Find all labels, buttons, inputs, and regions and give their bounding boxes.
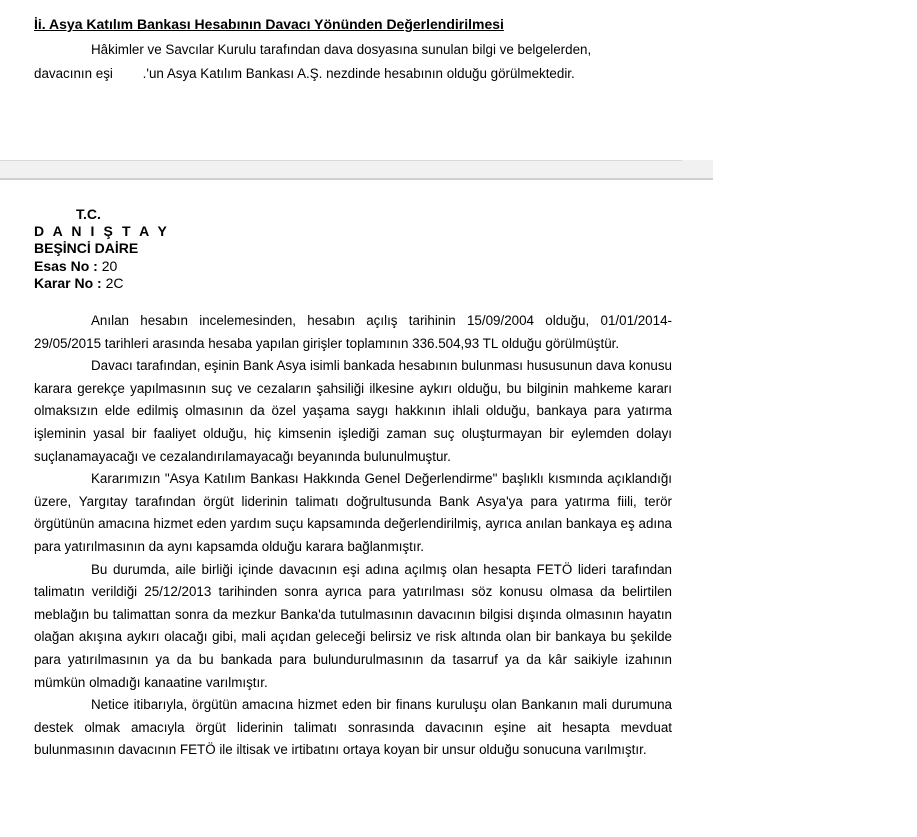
header-karar-no bbox=[34, 275, 123, 292]
body-paragraph-2: Davacı tarafından, eşinin Bank Asya isimli bankada hesabının bulunması hususunun dava konusu karara gerekçe yapılmasının suç ve cezaların şahsiliği ilkesine aykırı olduğu, bu bilginin mahkeme kararı olmaksızın elde edilmiş olmasının da özel yaşama saygı hakkının ihlali olduğu, bankaya para yatırma işleminin yasal bir faaliyet olduğu, hiç kimsenin işlediği zaman suç oluşturmayan bir eylemden dolayı suçlanamayacağı ve cezalandırılamayacağı beyanında bulunulmuştur. bbox=[34, 358, 672, 464]
page-edge-top bbox=[0, 160, 682, 161]
header-court-name: D A N I Ş T A Y bbox=[34, 223, 170, 239]
header-tc: T.C. bbox=[76, 206, 101, 222]
paragraph-line-1: Hâkimler ve Savcılar Kurulu tarafından dava dosyasına sunulan bilgi ve belgelerden, bbox=[91, 42, 592, 57]
karar-value: 2C bbox=[101, 275, 124, 291]
page-2 bbox=[0, 180, 917, 837]
page-separator bbox=[0, 160, 713, 180]
esas-label: Esas No : bbox=[34, 258, 98, 274]
header-chamber: BEŞİNCİ DAİRE bbox=[34, 240, 139, 256]
document-body bbox=[34, 310, 672, 762]
body-paragraph-5: Netice itibarıyla, örgütün amacına hizmet eden bir finans kuruluşu olan Bankanın mali durumuna destek olmak amacıyla örgüt liderinin talimatı sonrasında davacının eşine ait hesapta mevduat bulunmasının davacının FETÖ ile iltisak ve irtibatını ortaya koyan bir unsur olduğu sonucuna varılmıştır. bbox=[34, 697, 672, 758]
body-paragraph-3: Kararımızın "Asya Katılım Bankası Hakkında Genel Değerlendirme" başlıklı kısmında açıklandığı üzere, Yargıtay tarafından örgüt liderinin talimatı doğrultusunda Bank Asya'ya para yatırma fiili, terör örgütünün amacına hizmet eden yardım suçu kapsamında değerlendirilmiş, ayrıca anılan bankaya eş adına para yatırılmasının da aynı kapsamda olduğu karara bağlanmıştır. bbox=[34, 471, 672, 554]
karar-label: Karar No : bbox=[34, 275, 102, 291]
page-1-fragment bbox=[0, 0, 917, 160]
esas-value: 20 bbox=[97, 258, 118, 274]
body-paragraph-1: Anılan hesabın incelemesinden, hesabın açılış tarihinin 15/09/2004 olduğu, 01/01/2014-29/05/2015 tarihleri arasında hesaba yapılan girişler toplamının 336.504,93 TL olduğu görülmüştür. bbox=[34, 313, 672, 351]
paragraph-line-2: davacının eşi .'un Asya Katılım Bankası A.Ş. nezdinde hesabının olduğu görülmektedir. bbox=[34, 66, 575, 81]
body-paragraph-4: Bu durumda, aile birliği içinde davacının eşi adına açılmış olan hesapta FETÖ lideri tarafından talimatın verildiği 25/12/2013 tarihinden sonra ayrıca para yatırılması söz konusu olmasa da belirtilen meblağın bu talimattan sonra da mezkur Banka'da tutulmasının davacının bilgisi dışında olmasının hayatın olağan akışına aykırı olacağı gibi, mali açıdan geleceği belirsiz ve risk altında olan bir bankaya bu şekilde para yatırılmasının ya da bu bankada para bulundurulmasının da tasarruf ya da kâr saikiyle izahının mümkün olmadığı kanaatine varılmıştır. bbox=[34, 561, 672, 690]
header-esas-no bbox=[34, 258, 117, 275]
section-heading: İi. Asya Katılım Bankası Hesabının Davacı Yönünden Değerlendirilmesi bbox=[34, 16, 504, 32]
section-paragraph bbox=[34, 38, 672, 86]
